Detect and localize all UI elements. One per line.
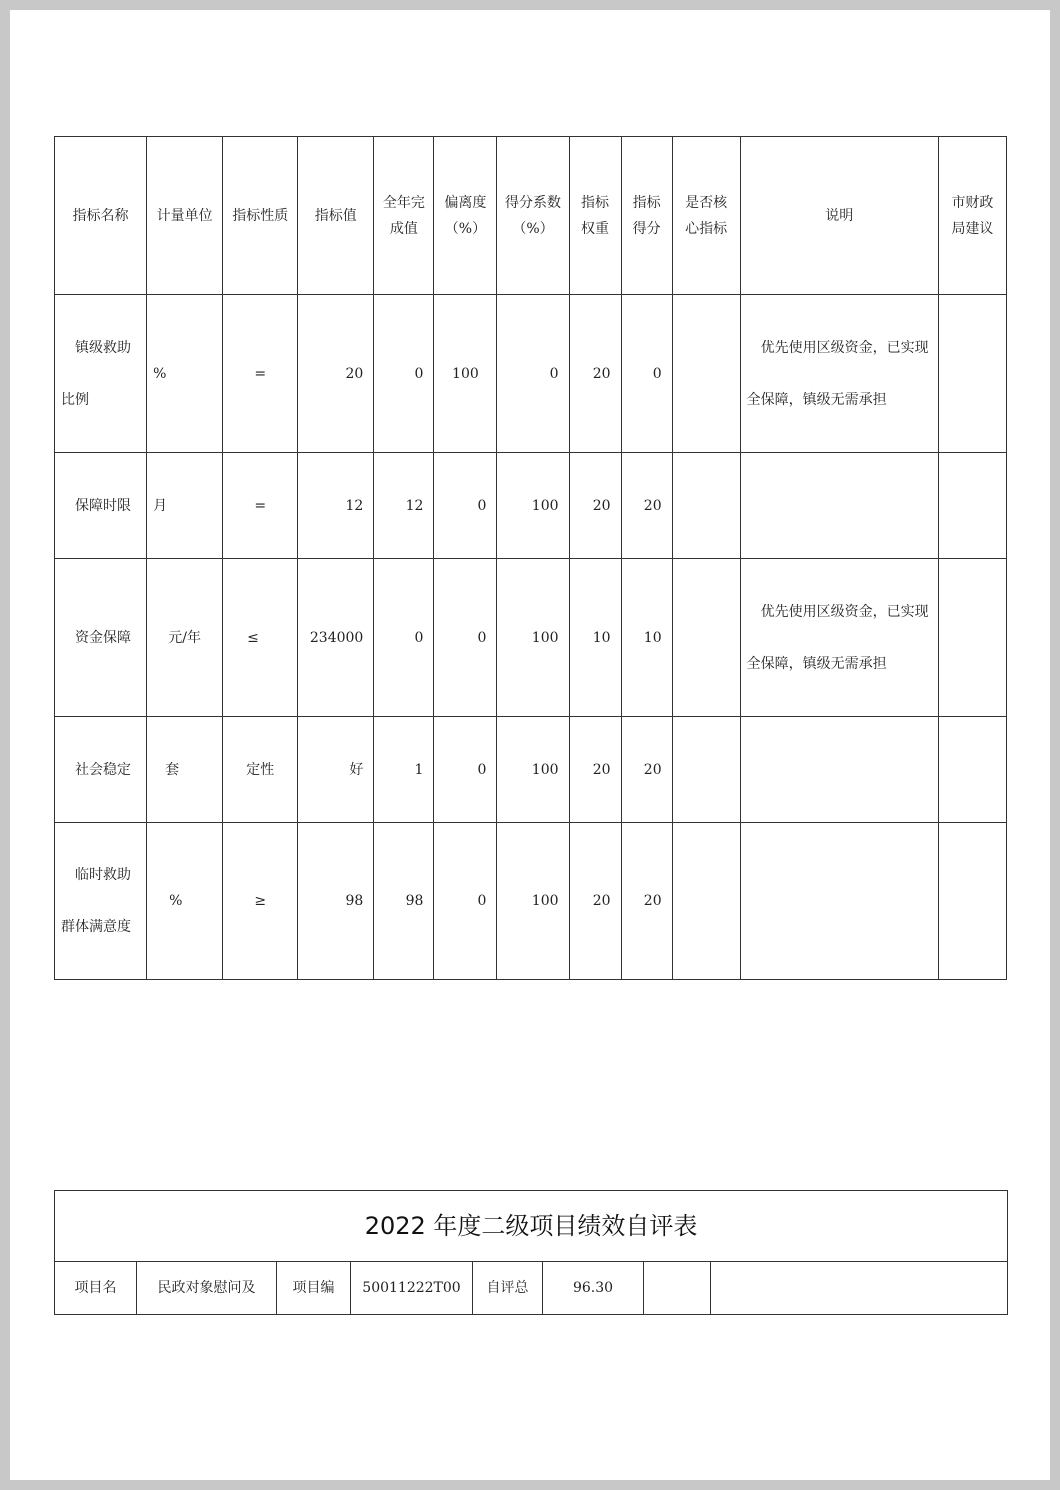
cell-actual: 0 bbox=[374, 295, 434, 453]
cell-core bbox=[672, 295, 740, 453]
header-score-coef: 得分系数（%） bbox=[497, 137, 569, 295]
header-core: 是否核心指标 bbox=[672, 137, 740, 295]
cell-actual: 0 bbox=[374, 559, 434, 717]
cell-advice bbox=[938, 295, 1006, 453]
cell-note: 优先使用区级资金，已实现全保障，镇级无需承担 bbox=[740, 295, 938, 453]
header-note: 说明 bbox=[740, 137, 938, 295]
cell-deviation: 0 bbox=[434, 717, 497, 823]
header-score: 指标得分 bbox=[621, 137, 672, 295]
cell-note bbox=[740, 717, 938, 823]
self-eval-value: 96.30 bbox=[543, 1262, 644, 1315]
cell-note: 优先使用区级资金，已实现全保障，镇级无需承担 bbox=[740, 559, 938, 717]
indicator-table bbox=[54, 136, 1007, 980]
table-row bbox=[55, 823, 1007, 980]
cell-nature: = bbox=[223, 453, 298, 559]
cell-unit: 套 bbox=[147, 717, 223, 823]
cell-actual: 1 bbox=[374, 717, 434, 823]
cell-score-coef: 100 bbox=[497, 559, 569, 717]
cell-core bbox=[672, 559, 740, 717]
project-code-label: 项目编 bbox=[277, 1262, 351, 1315]
table-row bbox=[55, 295, 1007, 453]
cell-weight: 20 bbox=[569, 453, 621, 559]
cell-unit: % bbox=[147, 295, 223, 453]
table-row bbox=[55, 717, 1007, 823]
cell-name: 临时救助群体满意度 bbox=[55, 823, 147, 980]
project-name-label: 项目名 bbox=[55, 1262, 137, 1315]
cell-advice bbox=[938, 453, 1006, 559]
cell-unit: % bbox=[147, 823, 223, 980]
cell-score: 0 bbox=[621, 295, 672, 453]
cell-actual: 12 bbox=[374, 453, 434, 559]
cell-nature: = bbox=[223, 295, 298, 453]
cell-name: 保障时限 bbox=[55, 453, 147, 559]
cell-weight: 10 bbox=[569, 559, 621, 717]
cell-target: 12 bbox=[298, 453, 374, 559]
cell-deviation: 0 bbox=[434, 823, 497, 980]
cell-weight: 20 bbox=[569, 717, 621, 823]
header-unit: 计量单位 bbox=[147, 137, 223, 295]
header-nature: 指标性质 bbox=[223, 137, 298, 295]
cell-weight: 20 bbox=[569, 295, 621, 453]
cell-nature: ≥ bbox=[223, 823, 298, 980]
form-title: 2022 年度二级项目绩效自评表 bbox=[55, 1191, 1008, 1262]
cell-actual: 98 bbox=[374, 823, 434, 980]
cell-score: 10 bbox=[621, 559, 672, 717]
header-deviation: 偏离度（%） bbox=[434, 137, 497, 295]
cell-note bbox=[740, 453, 938, 559]
cell-deviation: 0 bbox=[434, 559, 497, 717]
table-header-row bbox=[55, 137, 1007, 295]
cell-weight: 20 bbox=[569, 823, 621, 980]
cell-deviation: 100 bbox=[434, 295, 497, 453]
header-actual: 全年完成值 bbox=[374, 137, 434, 295]
header-name: 指标名称 bbox=[55, 137, 147, 295]
cell-score: 20 bbox=[621, 453, 672, 559]
cell-advice bbox=[938, 823, 1006, 980]
cell-score: 20 bbox=[621, 717, 672, 823]
self-evaluation-form bbox=[54, 1190, 1008, 1315]
table-row bbox=[55, 559, 1007, 717]
cell-unit: 元/年 bbox=[147, 559, 223, 717]
form-extra-cell bbox=[644, 1262, 711, 1315]
project-code-value: 50011222T00 bbox=[351, 1262, 473, 1315]
cell-target: 98 bbox=[298, 823, 374, 980]
cell-score-coef: 100 bbox=[497, 717, 569, 823]
cell-target: 好 bbox=[298, 717, 374, 823]
cell-advice bbox=[938, 559, 1006, 717]
self-eval-label: 自评总 bbox=[473, 1262, 543, 1315]
cell-nature: ≤ bbox=[223, 559, 298, 717]
cell-target: 234000 bbox=[298, 559, 374, 717]
form-info-row bbox=[55, 1262, 1008, 1315]
cell-unit: 月 bbox=[147, 453, 223, 559]
cell-deviation: 0 bbox=[434, 453, 497, 559]
cell-score-coef: 100 bbox=[497, 823, 569, 980]
form-extra-cell bbox=[711, 1262, 1008, 1315]
cell-name: 镇级救助比例 bbox=[55, 295, 147, 453]
table-row bbox=[55, 453, 1007, 559]
header-advice: 市财政局建议 bbox=[938, 137, 1006, 295]
cell-core bbox=[672, 453, 740, 559]
header-weight: 指标权重 bbox=[569, 137, 621, 295]
project-name-value: 民政对象慰问及 bbox=[137, 1262, 277, 1315]
cell-name: 社会稳定 bbox=[55, 717, 147, 823]
cell-core bbox=[672, 717, 740, 823]
cell-advice bbox=[938, 717, 1006, 823]
cell-nature: 定性 bbox=[223, 717, 298, 823]
cell-name: 资金保障 bbox=[55, 559, 147, 717]
cell-score-coef: 0 bbox=[497, 295, 569, 453]
cell-score: 20 bbox=[621, 823, 672, 980]
header-target: 指标值 bbox=[298, 137, 374, 295]
cell-core bbox=[672, 823, 740, 980]
cell-target: 20 bbox=[298, 295, 374, 453]
cell-note bbox=[740, 823, 938, 980]
document-page bbox=[10, 10, 1050, 1480]
cell-score-coef: 100 bbox=[497, 453, 569, 559]
